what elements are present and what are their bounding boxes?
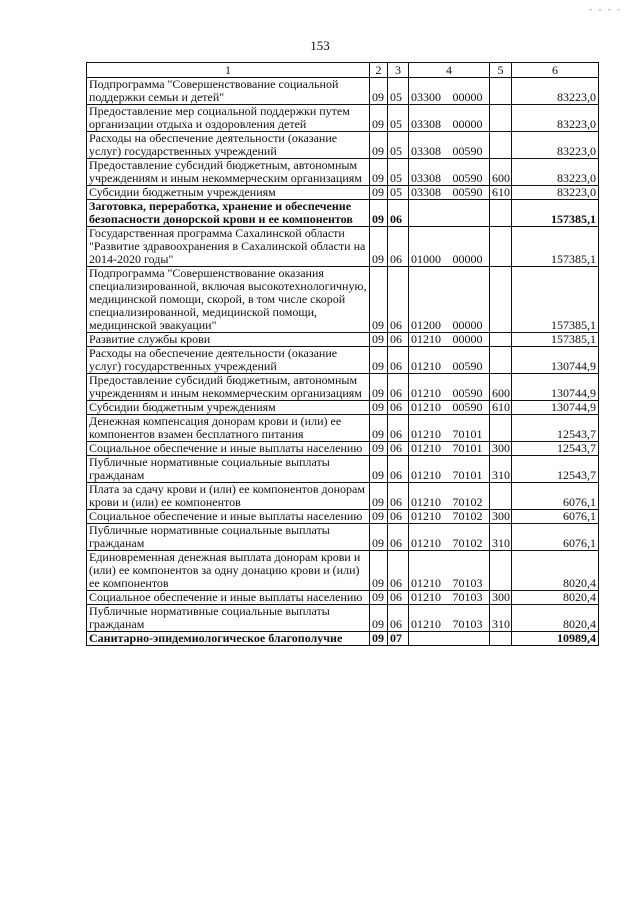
row-expense-type	[490, 333, 512, 347]
row-name: Социальное обеспечение и иные выплаты населению	[87, 442, 370, 456]
row-section: 09	[370, 374, 388, 401]
row-name: Социальное обеспечение и иные выплаты населению	[87, 510, 370, 524]
row-amount: 6076,1	[512, 524, 599, 551]
row-program-code: 01000	[409, 227, 451, 267]
row-name: Публичные нормативные социальные выплаты гражданам	[87, 456, 370, 483]
row-name: Денежная компенсация донорам крови и (или) ее компонентов взамен бесплатного питания	[87, 415, 370, 442]
row-program-code: 01210	[409, 605, 451, 632]
row-amount: 83223,0	[512, 132, 599, 159]
row-amount: 83223,0	[512, 78, 599, 105]
row-section: 09	[370, 227, 388, 267]
row-expense-type: 310	[490, 456, 512, 483]
header-col-4: 4	[409, 63, 490, 78]
row-name: Предоставление субсидий бюджетным, автономным учреждениям и иным некоммерческим организациям	[87, 374, 370, 401]
table-row	[87, 374, 599, 401]
row-expense-code: 00000	[451, 78, 490, 105]
row-expense-type	[490, 415, 512, 442]
row-subsection: 06	[388, 442, 409, 456]
row-program-code: 01210	[409, 591, 451, 605]
row-program-code: 01210	[409, 483, 451, 510]
table-row	[87, 78, 599, 105]
row-amount: 6076,1	[512, 510, 599, 524]
scan-mark: - - - -	[589, 4, 622, 14]
row-name: Заготовка, переработка, хранение и обеспечение безопасности донорской крови и ее компонентов	[87, 200, 370, 227]
row-subsection: 06	[388, 227, 409, 267]
row-subsection: 06	[388, 551, 409, 591]
row-subsection: 06	[388, 333, 409, 347]
row-name: Публичные нормативные социальные выплаты гражданам	[87, 605, 370, 632]
row-subsection: 06	[388, 374, 409, 401]
row-section: 09	[370, 456, 388, 483]
row-section: 09	[370, 186, 388, 200]
row-expense-code	[451, 200, 490, 227]
row-name: Социальное обеспечение и иные выплаты населению	[87, 591, 370, 605]
row-name: Предоставление субсидий бюджетным, автономным учреждениям и иным некоммерческим организациям	[87, 159, 370, 186]
row-expense-code: 70102	[451, 510, 490, 524]
row-subsection: 06	[388, 605, 409, 632]
row-expense-code: 70103	[451, 551, 490, 591]
row-expense-code: 00000	[451, 267, 490, 333]
row-amount: 83223,0	[512, 159, 599, 186]
row-name: Субсидии бюджетным учреждениям	[87, 186, 370, 200]
row-expense-type	[490, 132, 512, 159]
row-amount: 8020,4	[512, 551, 599, 591]
row-expense-type	[490, 227, 512, 267]
row-name: Санитарно-эпидемиологическое благополучие	[87, 632, 370, 646]
table-row	[87, 186, 599, 200]
row-subsection: 05	[388, 159, 409, 186]
row-subsection: 06	[388, 524, 409, 551]
table-row	[87, 605, 599, 632]
row-section: 09	[370, 415, 388, 442]
table-row	[87, 267, 599, 333]
row-expense-type	[490, 551, 512, 591]
row-program-code: 03300	[409, 78, 451, 105]
row-amount: 130744,9	[512, 401, 599, 415]
row-name: Субсидии бюджетным учреждениям	[87, 401, 370, 415]
row-subsection: 06	[388, 347, 409, 374]
row-expense-code: 00000	[451, 333, 490, 347]
row-expense-code: 00000	[451, 227, 490, 267]
row-program-code: 01210	[409, 510, 451, 524]
row-amount: 157385,1	[512, 333, 599, 347]
row-name: Расходы на обеспечение деятельности (оказание услуг) государственных учреждений	[87, 347, 370, 374]
row-subsection: 05	[388, 105, 409, 132]
row-name: Государственная программа Сахалинской области "Развитие здравоохранения в Сахалинской области на 2014-2020 годы"	[87, 227, 370, 267]
row-expense-type	[490, 347, 512, 374]
row-expense-code: 00590	[451, 159, 490, 186]
header-col-5: 5	[490, 63, 512, 78]
table-row	[87, 347, 599, 374]
table-row	[87, 551, 599, 591]
row-section: 09	[370, 510, 388, 524]
row-name: Предоставление мер социальной поддержки путем организации отдыха и оздоровления детей	[87, 105, 370, 132]
row-name: Подпрограмма "Совершенствование социальной поддержки семьи и детей"	[87, 78, 370, 105]
row-section: 09	[370, 78, 388, 105]
row-subsection: 06	[388, 510, 409, 524]
row-amount: 12543,7	[512, 456, 599, 483]
row-amount: 83223,0	[512, 186, 599, 200]
row-section: 09	[370, 551, 388, 591]
row-section: 09	[370, 442, 388, 456]
row-expense-type: 310	[490, 605, 512, 632]
row-name: Подпрограмма "Совершенствование оказания специализированной, включая высокотехнологичную, медицинской помощи, скорой, в том числе скорой специализированной, медицинской помощи, медицинской эвакуации"	[87, 267, 370, 333]
row-expense-type: 300	[490, 442, 512, 456]
row-program-code: 01210	[409, 374, 451, 401]
budget-table	[86, 62, 599, 646]
row-program-code	[409, 632, 451, 646]
row-program-code: 03308	[409, 105, 451, 132]
page-number: 153	[310, 38, 330, 53]
row-program-code: 01210	[409, 551, 451, 591]
table-row	[87, 159, 599, 186]
row-amount: 83223,0	[512, 105, 599, 132]
row-subsection: 06	[388, 200, 409, 227]
table-row	[87, 200, 599, 227]
row-expense-type	[490, 267, 512, 333]
table-row	[87, 510, 599, 524]
table-row	[87, 105, 599, 132]
row-name: Развитие службы крови	[87, 333, 370, 347]
row-section: 09	[370, 159, 388, 186]
row-section: 09	[370, 401, 388, 415]
row-program-code: 03308	[409, 159, 451, 186]
row-expense-code: 70103	[451, 605, 490, 632]
table-row	[87, 333, 599, 347]
row-amount: 157385,1	[512, 227, 599, 267]
row-section: 09	[370, 333, 388, 347]
table-row	[87, 591, 599, 605]
row-program-code: 01210	[409, 347, 451, 374]
row-name: Публичные нормативные социальные выплаты гражданам	[87, 524, 370, 551]
row-program-code: 01210	[409, 524, 451, 551]
header-col-3: 3	[388, 63, 409, 78]
header-col-6: 6	[512, 63, 599, 78]
row-expense-code: 00000	[451, 105, 490, 132]
row-amount: 130744,9	[512, 374, 599, 401]
row-subsection: 05	[388, 78, 409, 105]
table-row	[87, 415, 599, 442]
row-section: 09	[370, 105, 388, 132]
row-section: 09	[370, 632, 388, 646]
row-section: 09	[370, 591, 388, 605]
row-expense-code: 70101	[451, 415, 490, 442]
row-section: 09	[370, 605, 388, 632]
row-expense-code: 70101	[451, 456, 490, 483]
row-amount: 10989,4	[512, 632, 599, 646]
row-amount: 12543,7	[512, 442, 599, 456]
row-subsection: 06	[388, 456, 409, 483]
row-expense-code: 70102	[451, 483, 490, 510]
row-expense-code: 00590	[451, 347, 490, 374]
row-section: 09	[370, 267, 388, 333]
row-amount: 157385,1	[512, 267, 599, 333]
row-expense-code	[451, 632, 490, 646]
row-subsection: 06	[388, 483, 409, 510]
row-expense-code: 00590	[451, 186, 490, 200]
row-section: 09	[370, 132, 388, 159]
table-row	[87, 401, 599, 415]
table-row	[87, 632, 599, 646]
row-program-code: 01210	[409, 442, 451, 456]
row-expense-code: 70101	[451, 442, 490, 456]
table-row	[87, 524, 599, 551]
row-program-code: 01200	[409, 267, 451, 333]
row-amount: 8020,4	[512, 591, 599, 605]
row-section: 09	[370, 347, 388, 374]
row-program-code: 01210	[409, 333, 451, 347]
row-section: 09	[370, 483, 388, 510]
row-name: Плата за сдачу крови и (или) ее компонентов донорам крови и (или) ее компонентов	[87, 483, 370, 510]
row-subsection: 06	[388, 267, 409, 333]
row-expense-type	[490, 483, 512, 510]
row-expense-type	[490, 78, 512, 105]
row-expense-type: 300	[490, 591, 512, 605]
row-amount: 130744,9	[512, 347, 599, 374]
row-program-code: 01210	[409, 456, 451, 483]
row-section: 09	[370, 524, 388, 551]
row-expense-type: 600	[490, 159, 512, 186]
row-amount: 12543,7	[512, 415, 599, 442]
row-expense-type	[490, 105, 512, 132]
row-expense-code: 00590	[451, 374, 490, 401]
table-header-row	[87, 63, 599, 78]
row-expense-code: 00590	[451, 132, 490, 159]
row-subsection: 07	[388, 632, 409, 646]
table-row	[87, 227, 599, 267]
row-expense-code: 70102	[451, 524, 490, 551]
table-row	[87, 132, 599, 159]
row-subsection: 05	[388, 132, 409, 159]
row-expense-type: 600	[490, 374, 512, 401]
table-row	[87, 456, 599, 483]
row-program-code	[409, 200, 451, 227]
row-amount: 157385,1	[512, 200, 599, 227]
row-expense-type	[490, 200, 512, 227]
header-col-2: 2	[370, 63, 388, 78]
row-subsection: 06	[388, 591, 409, 605]
row-program-code: 03308	[409, 132, 451, 159]
table-row	[87, 483, 599, 510]
row-section: 09	[370, 200, 388, 227]
header-col-1: 1	[87, 63, 370, 78]
row-amount: 8020,4	[512, 605, 599, 632]
row-expense-type: 610	[490, 186, 512, 200]
row-expense-code: 70103	[451, 591, 490, 605]
table-row	[87, 442, 599, 456]
row-expense-type	[490, 632, 512, 646]
row-subsection: 06	[388, 415, 409, 442]
row-expense-type: 300	[490, 510, 512, 524]
row-subsection: 05	[388, 186, 409, 200]
row-subsection: 06	[388, 401, 409, 415]
row-program-code: 01210	[409, 415, 451, 442]
row-program-code: 03308	[409, 186, 451, 200]
row-expense-code: 00590	[451, 401, 490, 415]
row-amount: 6076,1	[512, 483, 599, 510]
row-expense-type: 310	[490, 524, 512, 551]
row-name: Расходы на обеспечение деятельности (оказание услуг) государственных учреждений	[87, 132, 370, 159]
row-expense-type: 610	[490, 401, 512, 415]
row-name: Единовременная денежная выплата донорам крови и (или) ее компонентов за одну донацию крови и (или) ее компонентов	[87, 551, 370, 591]
row-program-code: 01210	[409, 401, 451, 415]
